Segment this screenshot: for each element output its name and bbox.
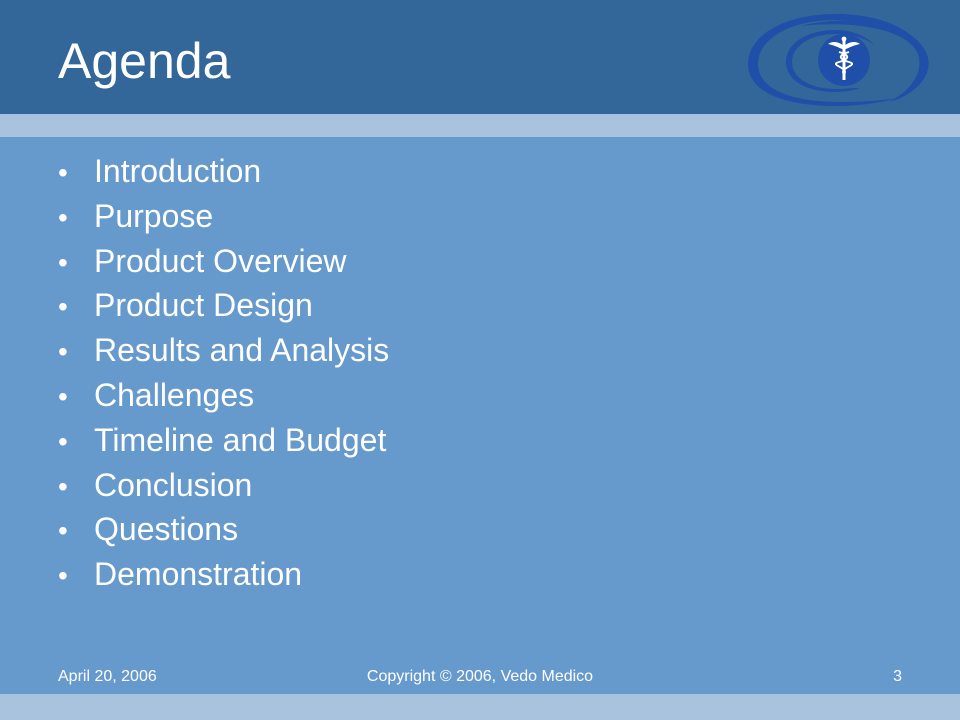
slide-title: Agenda [58,33,231,89]
agenda-item-label: Demonstration [94,556,303,593]
agenda-item [58,513,389,558]
agenda-item [58,242,389,290]
agenda-item [58,289,389,334]
caduceus-eye-logo-icon [740,8,932,112]
agenda-item-label: Introduction [94,153,262,189]
bullet-icon: • [58,246,68,278]
agenda-item-label: Challenges [94,376,255,413]
agenda-item-label: Results and Analysis [94,332,390,369]
agenda-item [58,197,389,245]
agenda-item [58,421,389,469]
agenda-item-label: Questions [94,511,239,548]
agenda-item [58,466,389,514]
bullet-icon: • [58,470,68,502]
agenda-item-label: Timeline and Budget [94,421,387,458]
bullet-icon: • [58,291,68,323]
bullet-icon: • [58,515,68,547]
bullet-icon: • [58,157,68,188]
footer-copyright: Copyright © 2006, Vedo Medico [366,668,594,685]
footer-stripe [0,694,960,720]
agenda-list [58,155,389,603]
agenda-item [58,376,389,424]
agenda-item-label: Product Overview [94,242,347,279]
bullet-icon: • [58,425,68,457]
header-stripe [0,114,960,137]
bullet-icon: • [58,380,68,412]
agenda-item [58,334,389,379]
agenda-item [58,155,389,200]
page-number: 3 [893,668,902,685]
bullet-icon: • [58,336,68,368]
agenda-item-label: Conclusion [94,466,253,503]
footer-date: April 20, 2006 [58,668,157,685]
agenda-item-label: Product Design [94,287,313,324]
bullet-icon: • [58,201,68,233]
agenda-item-label: Purpose [94,197,214,234]
agenda-item [58,558,389,603]
bullet-icon: • [58,560,68,592]
